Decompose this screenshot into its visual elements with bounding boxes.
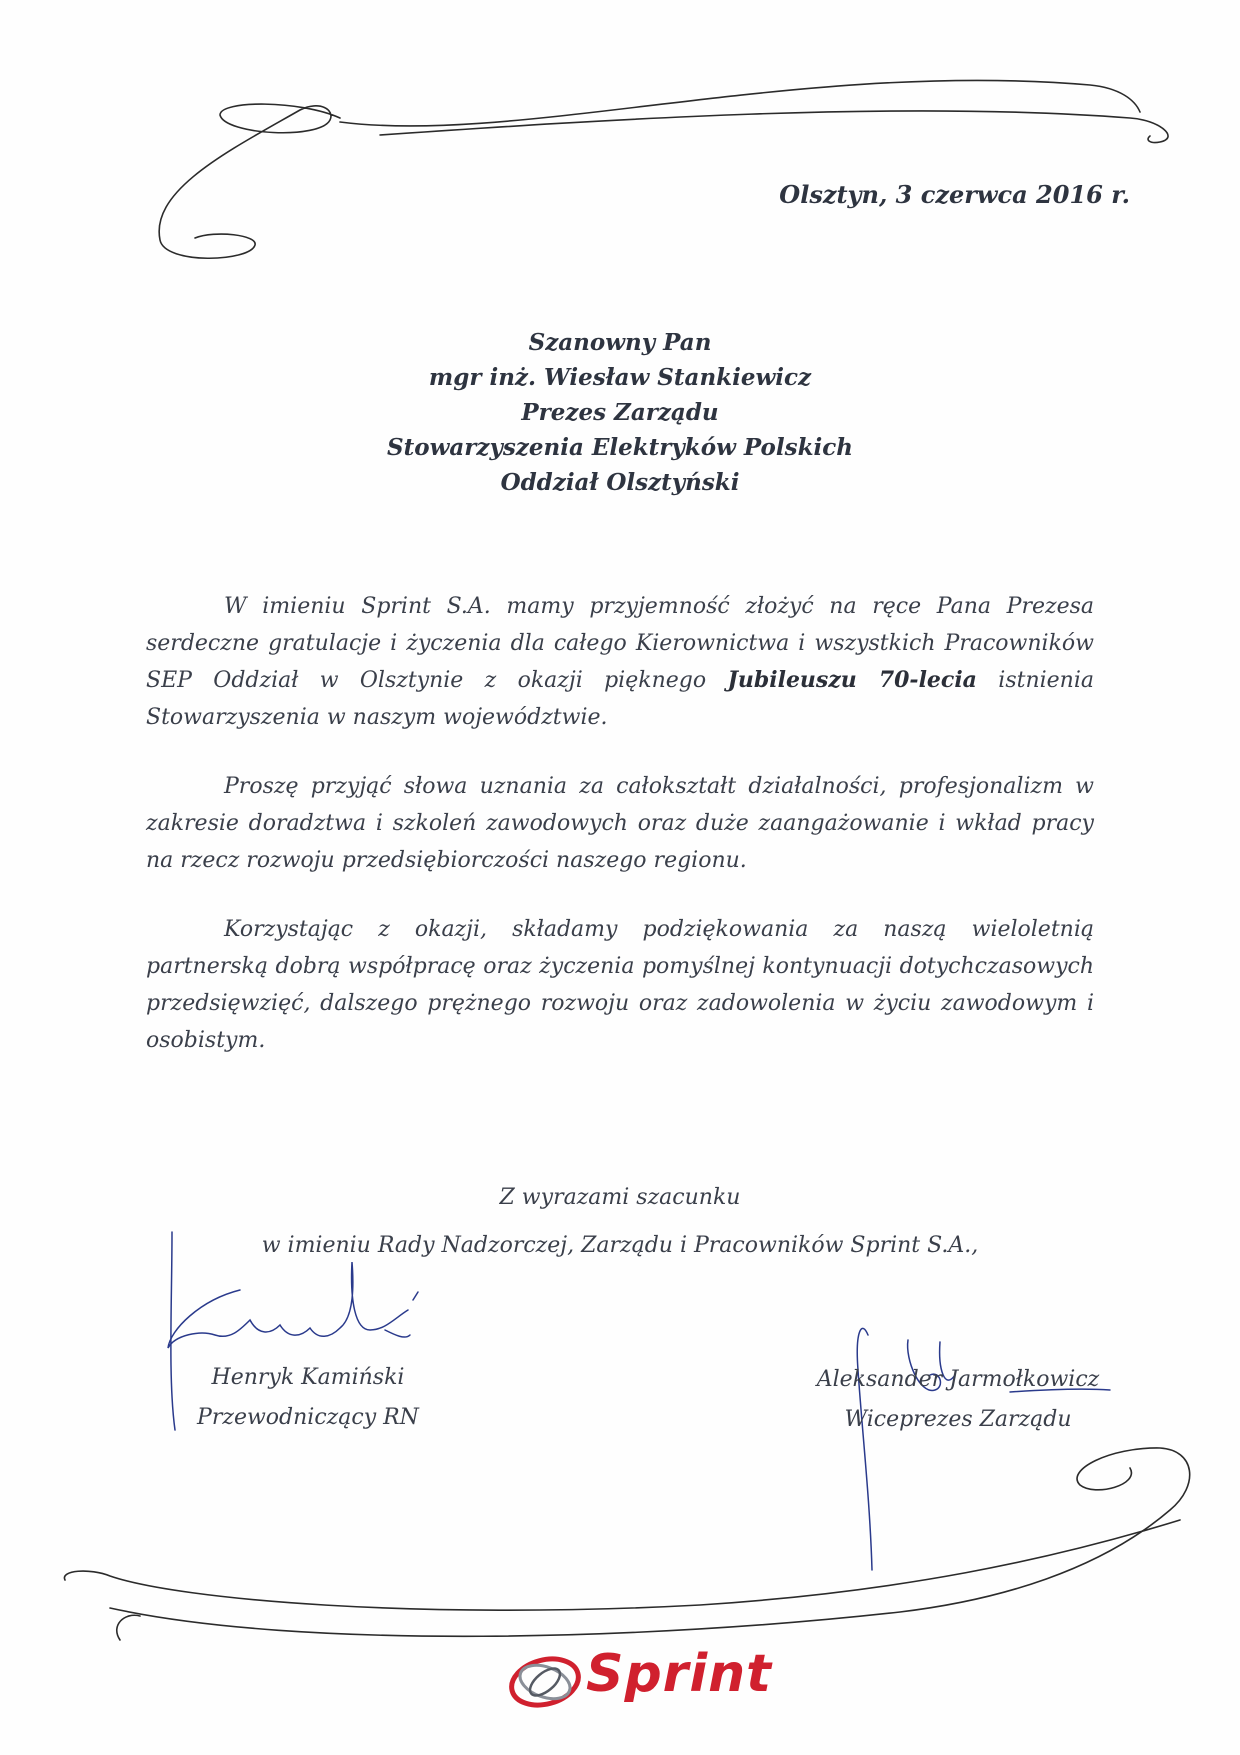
paragraph-text: W imieniu Sprint S.A. mamy przyjemność złożyć na ręce Pana Prezesa serdeczne gratulacje i życzenia dla całego Kierownictwa i wszystkich Pracowników SEP Oddział w Olsztynie z okazji pięknego (146, 594, 1094, 693)
jubilee-highlight: Jubileuszu 70-lecia (727, 667, 977, 693)
closing-on-behalf: w imieniu Rady Nadzorczej, Zarządu i Pracowników Sprint S.A., (261, 1233, 979, 1258)
signatory-kaminski (178, 1358, 438, 1438)
paragraph-3: Korzystając z okazji, składamy podziękowania za naszą wieloletnią partnerską dobrą współpracę oraz życzenia pomyślnej kontynuacji dotychczasowych przedsięwzięć, dalszego prężnego rozwoju oraz zadowolenia w życiu zawodowym i osobistym. (146, 917, 1094, 1053)
paragraph-text: istnienia Stowarzyszenia w naszym województwie. (146, 668, 1094, 730)
signatory-name: Henryk Kamiński (211, 1365, 405, 1390)
addressee-line: mgr inż. Wiesław Stankiewicz (428, 364, 812, 391)
addressee-line: Stowarzyszenia Elektryków Polskich (387, 434, 853, 461)
signatory-jarmolkowicz (808, 1360, 1108, 1440)
paragraph-2: Proszę przyjąć słowa uznania za całokształt działalności, profesjonalizm w zakresie doradztwa i szkoleń zawodowych oraz duże zaangażowanie i wkład pracy na rzecz rozwoju przedsiębiorczości naszego regionu. (146, 774, 1094, 873)
sprint-logo (500, 1640, 780, 1720)
signatory-title: Wiceprezes Zarządu (844, 1407, 1072, 1432)
closing-greeting: Z wyrazami szacunku (499, 1185, 741, 1210)
addressee-line: Szanowny Pan (528, 329, 712, 356)
letter-date: Olsztyn, 3 czerwca 2016 r. (779, 180, 1130, 209)
logo-wordmark: Sprint (586, 1644, 773, 1704)
addressee-line: Oddział Olsztyński (500, 469, 740, 496)
signatory-title: Przewodniczący RN (197, 1405, 419, 1430)
sprint-logo-icon (500, 1640, 590, 1720)
signatory-name: Aleksander Jarmołkowicz (816, 1367, 1100, 1392)
addressee-line: Prezes Zarządu (521, 399, 719, 426)
